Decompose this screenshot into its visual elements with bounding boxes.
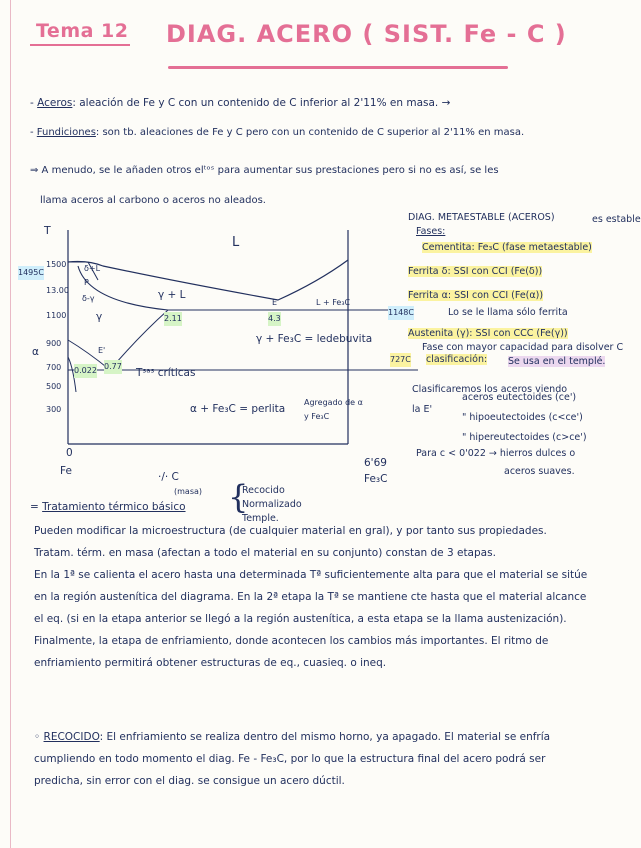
opt-normalizado: Normalizado xyxy=(242,499,302,510)
temp-300: 300 xyxy=(46,405,62,414)
fundiciones-label: Fundiciones xyxy=(36,127,96,138)
tratamiento-title-text: Tratamiento térmico básico xyxy=(42,501,186,513)
agregado-label: Agregado de α y Fe₃C xyxy=(304,398,363,421)
value-0022: 0.022 xyxy=(74,364,97,378)
fundiciones-text: : son tb. aleaciones de Fe y C pero con un contenido de C superior al 2'11% en masa. xyxy=(95,127,525,138)
page-title: DIAG. ACERO ( SIST. Fe - C ) xyxy=(166,20,567,48)
point-e: E xyxy=(272,298,278,307)
axis-fe-label: Fe xyxy=(60,465,72,477)
temp-700: 700 xyxy=(46,363,62,372)
region-ledeburita: γ + Fe₃C = ledebuvita xyxy=(256,333,373,345)
austenita-line: Austenita (γ): SSI con CCC (Fe(γ)) xyxy=(408,328,568,339)
ferrita-delta-line: Ferrita δ: SSI con CCI (Fe(δ)) xyxy=(408,266,543,277)
ferrita-alpha-note: Lo se le llama sólo ferrita xyxy=(448,307,568,318)
body-p3: En la 1ª se calienta el acero hasta una determinada Tª suficientemente alta para que el material se sitúe en la región austenítica del diagrama. En la 2ª etapa la Tª se mantiene cte hasta que el material alcance el eq. (si en la etapa anterior se llegó a la región austenítica, a esta etapa se la llama austenización). Finalmente, la etapa de enfriamiento, donde acontecen los cambios más importantes. El ritmo de enfriamiento permitirá obtener estructuras de eq., cuasieq. o ineq. xyxy=(34,569,588,669)
region-p: P xyxy=(84,278,89,287)
value-077: 0.77 xyxy=(104,360,122,374)
t-criticas-label: Tˢᵃˢ críticas xyxy=(136,367,196,379)
para-line-1: Para c < 0'022 → hierros dulces o xyxy=(416,448,576,459)
cementita-line: Cementita: Fe₃C (fase metaestable) xyxy=(422,242,592,253)
opt-temple: Temple. xyxy=(242,513,279,524)
tema-label: Tema 12 xyxy=(36,20,129,42)
region-delta-liquid: δ+L xyxy=(84,264,101,273)
temp-1500: 1500 xyxy=(46,260,67,269)
end-label: Fe₃C xyxy=(364,473,388,485)
temp-1100: 1100 xyxy=(46,311,67,320)
temp-900: 900 xyxy=(46,339,62,348)
brace-icon: { xyxy=(228,478,249,516)
region-gamma: γ xyxy=(96,311,103,323)
ferrita-alpha-line: Ferrita α: SSI con CCI (Fe(α)) xyxy=(408,290,544,301)
value-211: 2.11 xyxy=(164,312,182,326)
temp-1148: 1148C xyxy=(388,306,414,320)
aceros-definition: - Aceros: aleación de Fe y C con un contenido de C inferior al 2'11% en masa. → xyxy=(30,97,451,109)
aceros-label: Aceros xyxy=(37,97,73,109)
origin-label: 0 xyxy=(66,447,73,459)
title-underline xyxy=(168,66,508,69)
region-gamma-liquid: γ + L xyxy=(158,289,186,301)
note-line-1: ⇒ A menudo, se le añaden otros elᵗᵒˢ para aumentar sus prestaciones pero si no es así, se les xyxy=(30,165,499,176)
estable-note: es estable xyxy=(592,214,641,225)
liquidus-line xyxy=(68,260,348,300)
body-p2: Tratam. térm. en masa (afectan a todo el material en su conjunto) constan de 3 etapas. xyxy=(34,547,496,559)
region-liquid-fe3c: L + Fe₃C xyxy=(316,298,351,307)
fundiciones-definition: - Fundiciones: son tb. aleaciones de Fe y C pero con un contenido de C superior al 2'11% en masa. xyxy=(30,127,525,138)
arrow-icon: → xyxy=(441,97,451,109)
point-e-prime: E' xyxy=(98,346,106,355)
axis-alpha-label: α xyxy=(32,346,39,358)
austenita-note: Fase con mayor capacidad para disolver C xyxy=(422,342,624,353)
temp-1300: 13.00 xyxy=(46,286,69,295)
option-eutectoides: aceros eutectoides (ce') xyxy=(462,392,577,403)
para-line-2: aceros suaves. xyxy=(504,466,575,477)
clasificacion-label: clasificación: xyxy=(426,354,488,365)
temp-500: 500 xyxy=(46,382,62,391)
clasif-text-2: la E' xyxy=(412,404,433,415)
clasificacion-note: Se usa en el templé. xyxy=(508,356,606,367)
value-43: 4.3 xyxy=(268,312,281,326)
recocido-label: RECOCIDO xyxy=(43,731,100,743)
fases-label: Fases: xyxy=(416,226,446,237)
margin-line xyxy=(10,0,11,848)
end-value: 6'69 xyxy=(364,457,387,469)
option-hipoeutectoides: " hipoeutectoides (c<ce') xyxy=(462,412,583,423)
note-line-2: llama aceros al carbono o aceros no aleados. xyxy=(40,195,266,206)
axis-c-sub: (masa) xyxy=(174,487,203,496)
temp-1495: 1495C xyxy=(18,266,44,280)
region-liquid: L xyxy=(232,235,240,250)
aceros-text: : aleación de Fe y C con un contenido de C inferior al 2'11% en masa. xyxy=(72,97,439,109)
clasif-text-1: Clasificaremos los aceros viendo xyxy=(412,384,568,395)
region-delta-gamma: δ-γ xyxy=(82,294,95,303)
body-p1: Pueden modificar la microestructura (de cualquier material en gral), y por tanto sus propiedades. xyxy=(34,525,547,537)
perlita-label: α + Fe₃C = perlita xyxy=(190,403,286,415)
side-title: DIAG. METAESTABLE (ACEROS) xyxy=(408,212,555,223)
opt-recocido: Recocido xyxy=(242,485,285,496)
recocido-paragraph: ◦ RECOCIDO: El enfriamiento se realiza dentro del mismo horno, ya apagado. El material se enfría cumpliendo en todo momento el diag. Fe - Fe₃C, por lo que la estructura final del acero podrá ser predicha, sin error con el diag. se consigue un acero dúctil. xyxy=(34,731,551,787)
tratamiento-title: = Tratamiento térmico básico xyxy=(30,501,186,513)
axis-c-label: ·/· C xyxy=(158,471,179,483)
axis-t-label: T xyxy=(44,224,51,237)
tema-underline xyxy=(30,44,130,46)
recocido-text: : El enfriamiento se realiza dentro del mismo horno, ya apagado. El material se enfría cumpliendo en todo momento el diag. Fe - Fe₃C, por lo que la estructura final del acero podrá ser predicha, sin error con el diag. se consigue un acero dúctil. xyxy=(34,731,551,787)
option-hipereutectoides: " hipereutectoides (c>ce') xyxy=(462,432,587,443)
temp-727: 727C xyxy=(390,353,411,367)
